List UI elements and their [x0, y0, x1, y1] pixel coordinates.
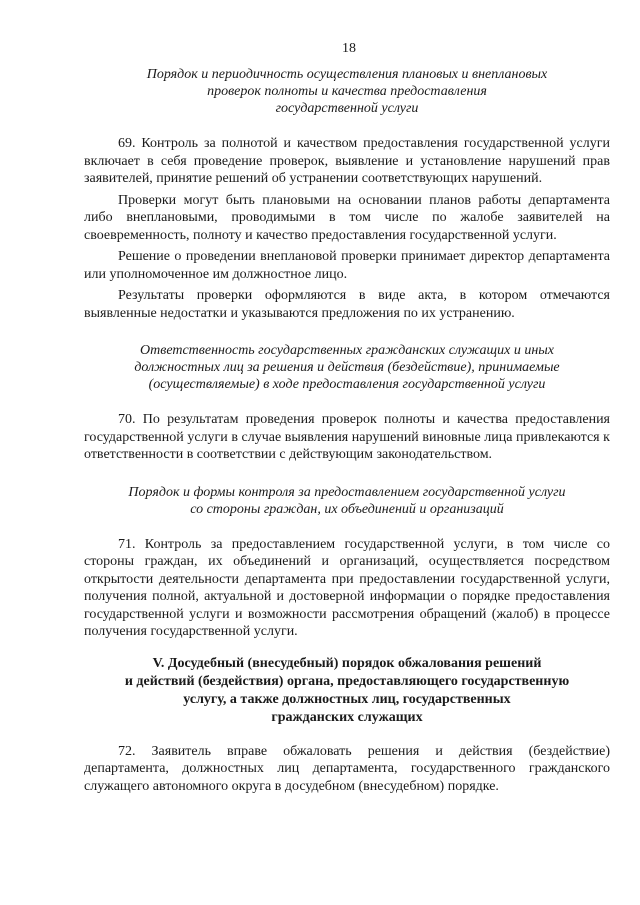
paragraph-69: 69. Контроль за полнотой и качеством предоставления государственной услуги включает в себя проведение проверок, выявление и установление нарушений прав заявителей, принятие решений об устранении соответствующих нарушений.	[84, 136, 610, 186]
paragraph-inspection-results: Результаты проверки оформляются в виде акта, в котором отмечаются выявленные недостатки и указываются предложения по их устранению.	[84, 288, 610, 321]
subheading-responsibility	[84, 342, 610, 393]
section-heading-line: и действий (бездействия) органа, предоставляющего государственную	[124, 673, 570, 689]
section-heading-v	[84, 655, 610, 727]
heading-line: проверок полноты и качества предоставления	[207, 84, 487, 99]
page-number: 18	[342, 41, 356, 56]
paragraph-unscheduled-decision: Решение о проведении внеплановой проверки принимает директор департамента или уполномоченное им должностное лицо.	[84, 249, 610, 282]
section-heading-line: V. Досудебный (внесудебный) порядок обжалования решений	[152, 655, 542, 671]
heading-line: государственной услуги	[275, 101, 419, 116]
paragraph-inspection-types: Проверки могут быть плановыми на основании планов работы департамента либо внеплановыми, проводимыми в том числе по жалобе заявителей на своевременность, полноту и качество предоставления государственной услуги.	[84, 192, 610, 243]
subheading-public-control	[84, 484, 610, 518]
heading-line: со стороны граждан, их объединений и организаций	[190, 501, 504, 517]
paragraph-70: 70. По результатам проведения проверок полноты и качества предоставления государственной услуги в случае выявления нарушений виновные лица привлекаются к ответственности в соответствии с действующим законодательством.	[84, 412, 610, 462]
paragraph-71: 71. Контроль за предоставлением государственной услуги, в том числе со стороны граждан, их объединений и организаций, осуществляется посредством открытости деятельности департамента при предоставлении государственной услуги, получения полной, актуальной и достоверной информации о порядке предоставления государственной услуги и возможности рассмотрения обращений (жалоб) в процессе получения государственной услуги.	[84, 536, 610, 639]
subheading-inspections	[84, 66, 610, 117]
section-heading-line: гражданских служащих	[271, 709, 423, 725]
section-heading-line: услугу, а также должностных лиц, государственных	[183, 691, 511, 707]
heading-line: Порядок и периодичность осуществления плановых и внеплановых	[146, 67, 548, 82]
heading-line: должностных лиц за решения и действия (бездействие), принимаемые	[134, 360, 560, 375]
heading-line: (осуществляемые) в ходе предоставления государственной услуги	[148, 377, 546, 392]
heading-line: Ответственность государственных гражданских служащих и иных	[140, 343, 554, 358]
paragraph-72: 72. Заявитель вправе обжаловать решения и действия (бездействие) департамента, должностных лиц департамента, государственного гражданского служащего автономного округа в досудебном (внесудебном) порядке.	[84, 743, 610, 794]
heading-line: Порядок и формы контроля за предоставлением государственной услуги	[128, 484, 566, 500]
